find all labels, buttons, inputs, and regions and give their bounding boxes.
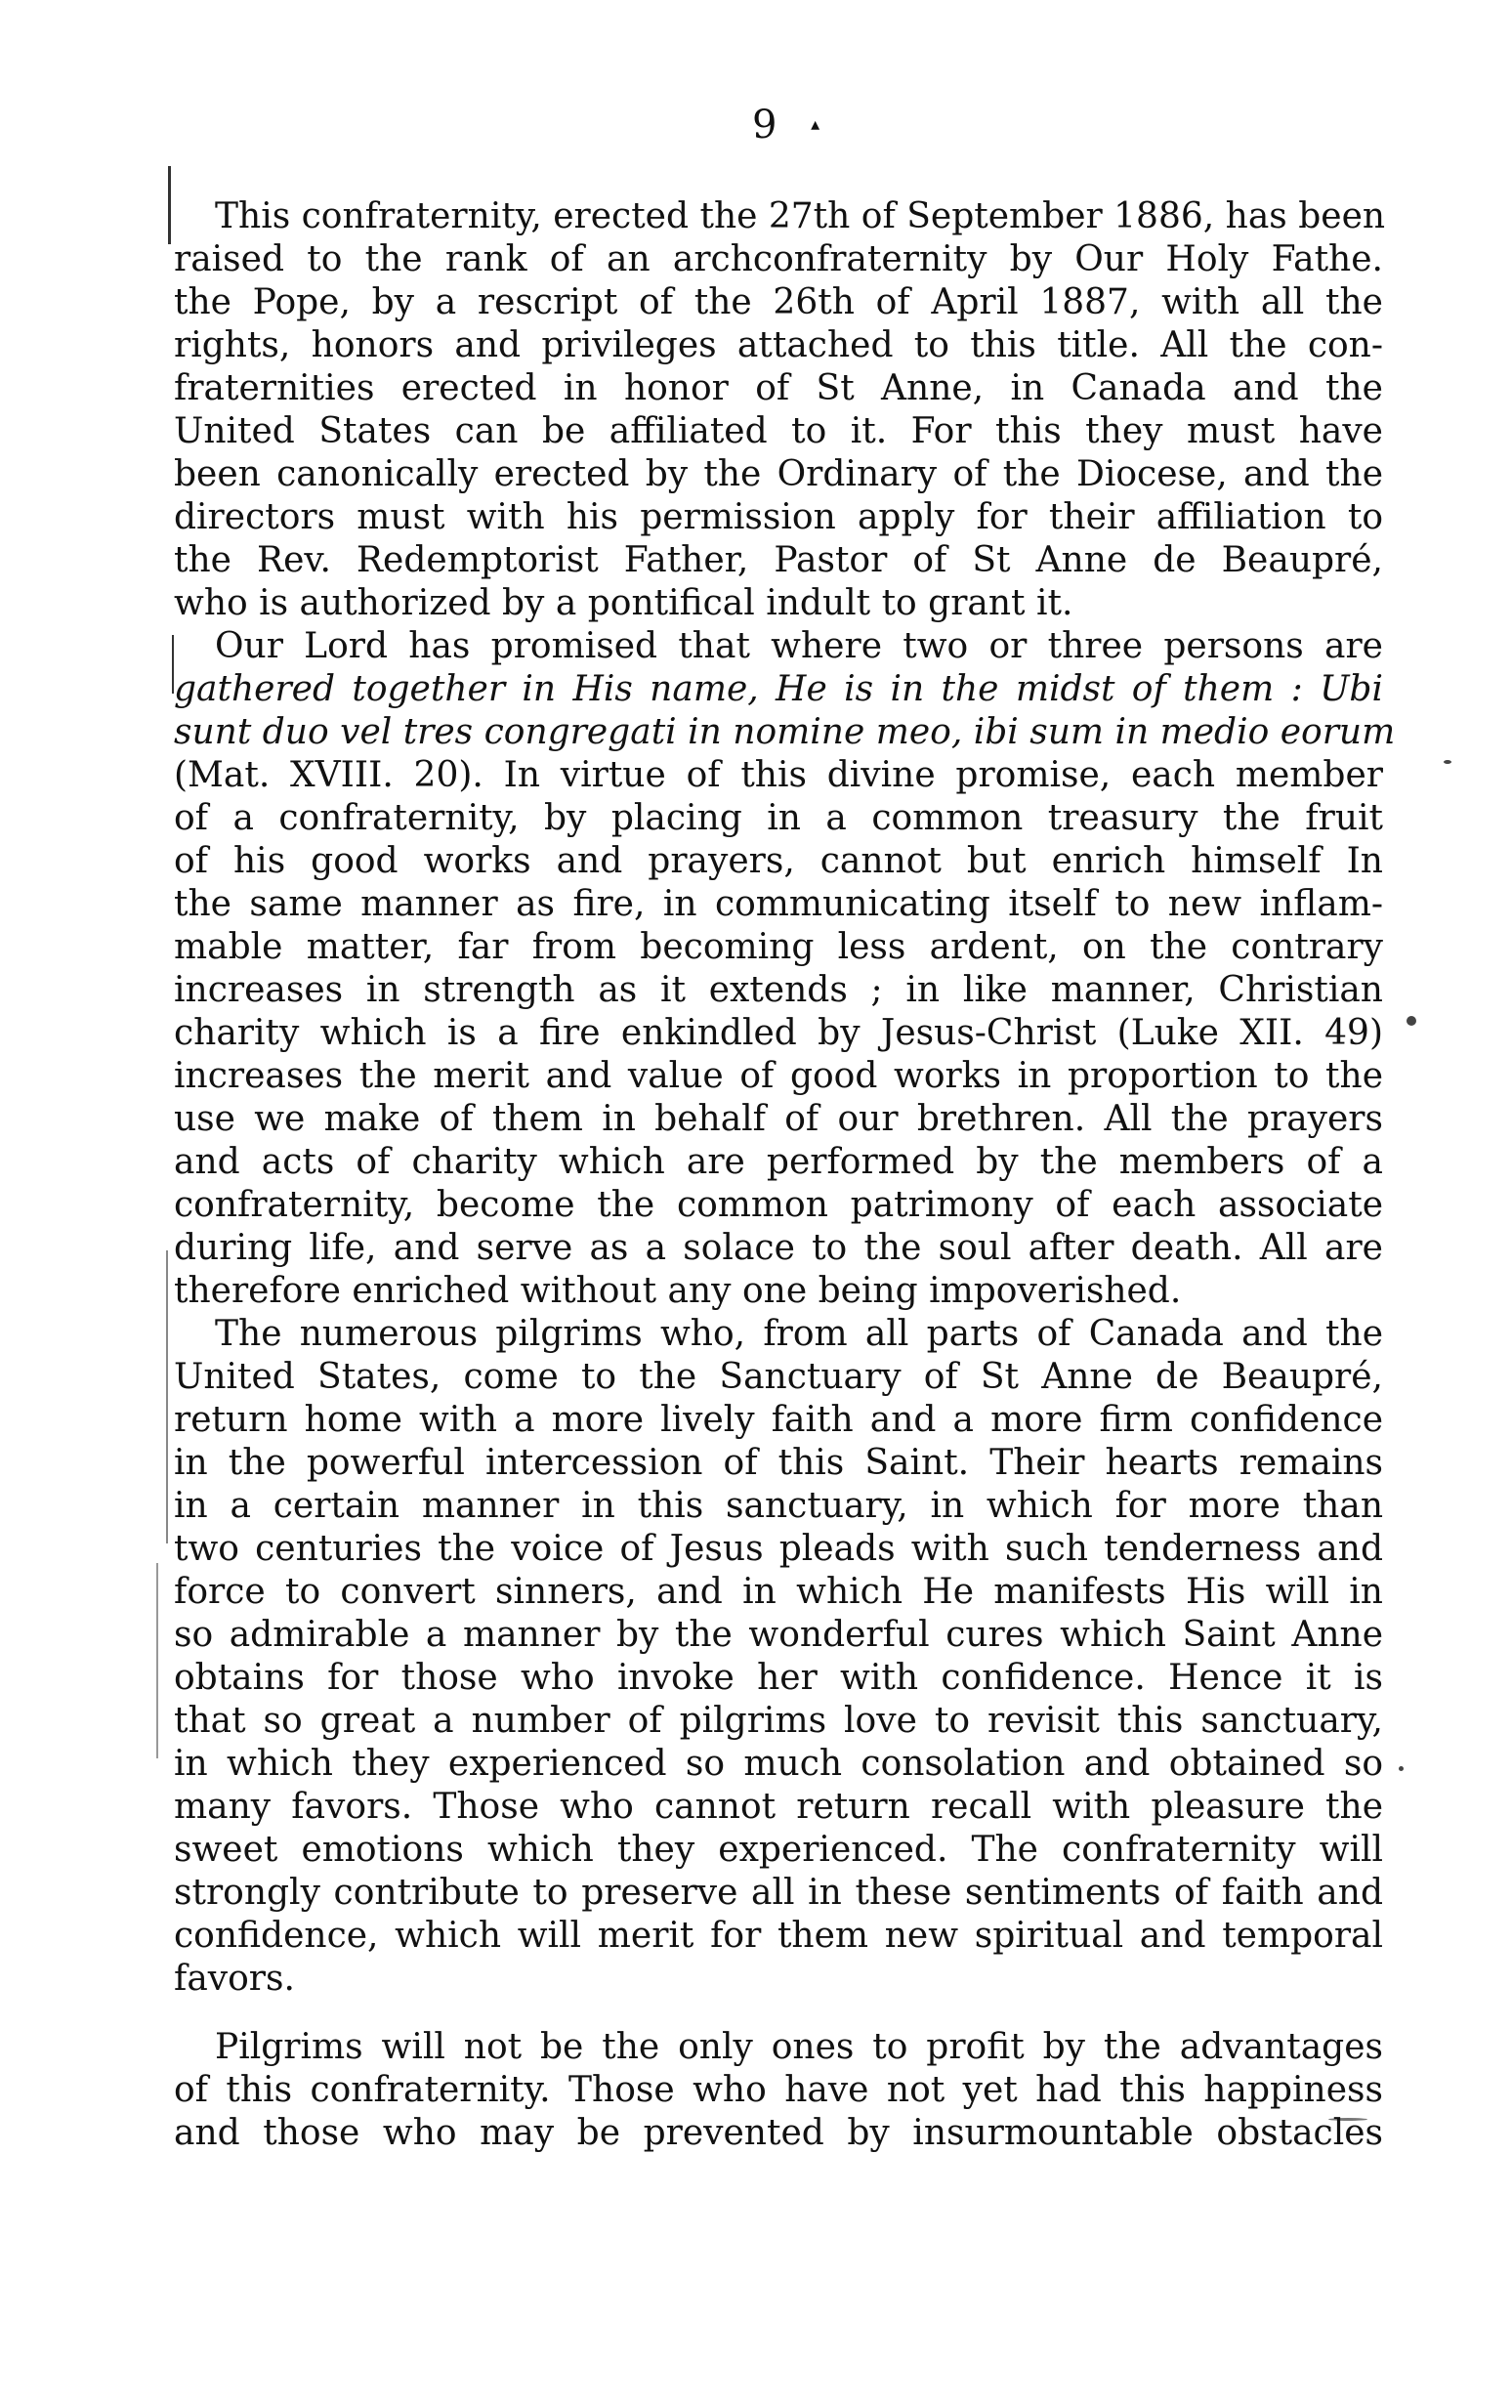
- text-line: increases in strength as it extends ; in like manner, Christian: [174, 970, 1383, 1010]
- text-line: of this confraternity. Those who have not yet had this happiness: [174, 2070, 1383, 2110]
- text-line: in which they experienced so much consolation and obtained so: [174, 1744, 1383, 1784]
- text-line: that so great a number of pilgrims love to revisit this sanctuary,: [174, 1701, 1383, 1741]
- text-line: strongly contribute to preserve all in these sentiments of faith and: [174, 1873, 1383, 1913]
- text-line: gathered together in His name, He is in the midst of them : Ubi: [174, 669, 1383, 709]
- text-line: and those who may be prevented by insurmountable obstacles: [174, 2113, 1383, 2153]
- scan-speck: [1444, 760, 1451, 764]
- text-line: (Mat. XVIII. 20). In virtue of this divine promise, each member: [174, 755, 1383, 795]
- gutter-mark: [166, 1250, 168, 1543]
- text-line: two centuries the voice of Jesus pleads with such tenderness and: [174, 1529, 1383, 1569]
- paragraph-1: [174, 195, 1386, 625]
- text-line: rights, honors and privileges attached to this title. All the con-: [174, 325, 1383, 365]
- page-number-value: 9: [752, 103, 777, 148]
- text-line: who is authorized by a pontifical indult to grant it.: [174, 583, 1073, 623]
- text-line: of a confraternity, by placing in a common treasury the fruit: [174, 798, 1383, 838]
- text-line: the Pope, by a rescript of the 26th of April 1887, with all the: [174, 282, 1383, 322]
- text-line: United States can be affiliated to it. For this they must have: [174, 411, 1383, 451]
- text-line: the same manner as fire, in communicating itself to new inflam-: [174, 884, 1383, 924]
- text-line: raised to the rank of an archconfraternity by Our Holy Fathe.: [174, 239, 1383, 279]
- text-line: during life, and serve as a solace to the soul after death. All are: [174, 1228, 1383, 1268]
- page-number-mark: ▴: [811, 114, 820, 135]
- text-line: confidence, which will merit for them new spiritual and temporal: [174, 1916, 1383, 1956]
- text-line: This confraternity, erected the 27th of September 1886, has been: [215, 196, 1386, 236]
- scan-speck: [1407, 1016, 1416, 1026]
- gutter-mark: [168, 166, 171, 244]
- text-line: so admirable a manner by the wonderful cures which Saint Anne: [174, 1615, 1383, 1655]
- gutter-mark: [156, 1563, 158, 1758]
- paragraph-4: [174, 2026, 1383, 2155]
- paragraph-2: [174, 625, 1396, 1313]
- text-line: Pilgrims will not be the only ones to profit by the advantages: [215, 2027, 1383, 2067]
- paragraph-3: [174, 1313, 1383, 2001]
- text-line: in a certain manner in this sanctuary, in which for more than: [174, 1486, 1383, 1526]
- page-number: [752, 103, 820, 148]
- text-line: Our Lord has promised that where two or three persons are: [215, 626, 1383, 666]
- text-line: the Rev. Redemptorist Father, Pastor of St Anne de Beaupré,: [174, 540, 1383, 580]
- text-line: United States, come to the Sanctuary of St Anne de Beaupré,: [174, 1357, 1383, 1397]
- text-line: confraternity, become the common patrimony of each associate: [174, 1185, 1383, 1225]
- text-line: return home with a more lively faith and a more firm confidence: [174, 1400, 1383, 1440]
- text-line: in the powerful intercession of this Saint. Their hearts remains: [174, 1443, 1383, 1483]
- text-line: obtains for those who invoke her with confidence. Hence it is: [174, 1658, 1383, 1698]
- text-line: fraternities erected in honor of St Anne, in Canada and the: [174, 368, 1383, 408]
- body-text: [174, 195, 1396, 2155]
- text-line: mable matter, far from becoming less ardent, on the contrary: [174, 927, 1383, 967]
- text-line: sunt duo vel tres congregati in nomine meo, ibi sum in medio eorum: [174, 712, 1396, 752]
- text-line: sweet emotions which they experienced. The confraternity will: [174, 1830, 1383, 1870]
- text-line: The numerous pilgrims who, from all parts of Canada and the: [215, 1314, 1383, 1354]
- text-line: charity which is a fire enkindled by Jesus-Christ (Luke XII. 49): [174, 1013, 1383, 1053]
- scan-speck: [1399, 1766, 1404, 1771]
- paragraph-spacer: [174, 2001, 1383, 2026]
- text-line: favors.: [174, 1959, 295, 1999]
- text-line: increases the merit and value of good works in proportion to the: [174, 1056, 1383, 1096]
- text-line: many favors. Those who cannot return recall with pleasure the: [174, 1787, 1383, 1827]
- text-line: and acts of charity which are performed by the members of a: [174, 1142, 1383, 1182]
- text-line: of his good works and prayers, cannot but enrich himself In: [174, 841, 1383, 881]
- text-line: been canonically erected by the Ordinary of the Diocese, and the: [174, 454, 1383, 494]
- text-line: force to convert sinners, and in which He manifests His will in: [174, 1572, 1383, 1612]
- text-line: therefore enriched without any one being impoverished.: [174, 1271, 1182, 1311]
- text-line: use we make of them in behalf of our brethren. All the prayers: [174, 1099, 1383, 1139]
- text-line: directors must with his permission apply for their affiliation to: [174, 497, 1383, 537]
